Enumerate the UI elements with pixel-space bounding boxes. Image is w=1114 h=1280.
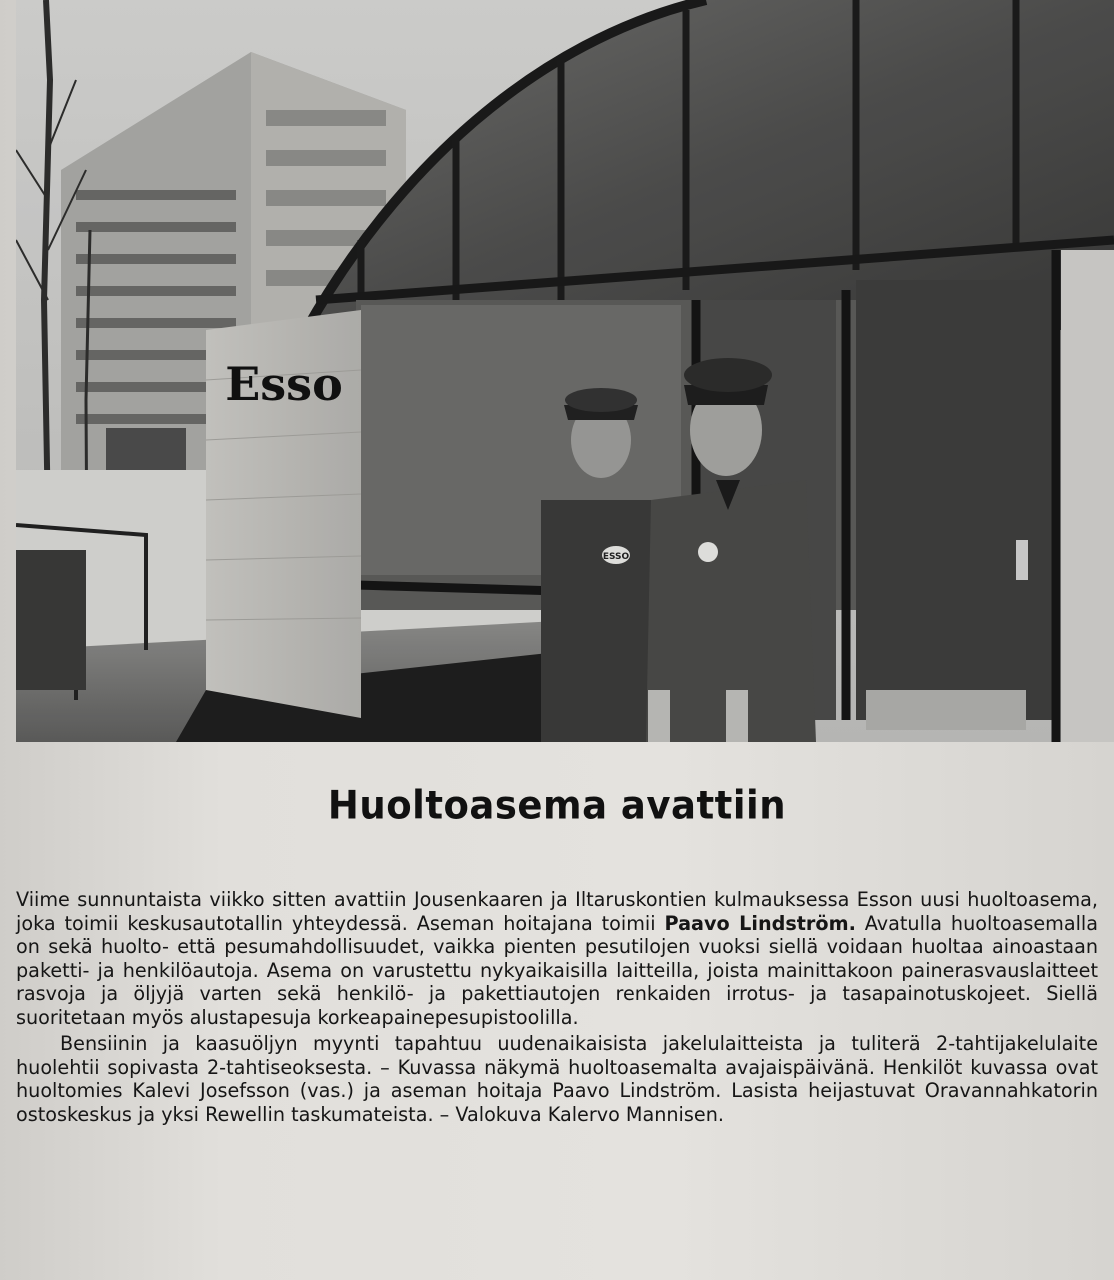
- person-name-bold: Paavo Lindström.: [664, 911, 856, 935]
- station-photo: [16, 0, 1114, 742]
- esso-badge-left: ESSO: [602, 552, 630, 562]
- esso-logo-text: Esso: [225, 357, 343, 411]
- article-body: [16, 888, 1098, 1126]
- article-paragraph-2: Bensiinin ja kaasuöljyn myynti tapahtuu uudenaikaisista jakelulaitteista ja tuliterä 2-tahtijakelulaite huolehtii sopivasta 2-tahtiseoksesta. – Kuvassa näkymä huoltoasemalta avajaispäivänä. Henkilöt kuvassa ovat huoltomies Kalevi Josefsson (vas.) ja aseman hoitaja Paavo Lindström. Lasista heijastuvat Oravannahkatorin ostoskeskus ja yksi Rewellin taskumateista. – Valokuva Kalervo Mannisen.: [16, 1032, 1098, 1126]
- article-headline: Huoltoasema avattiin: [327, 782, 787, 829]
- article-paragraph-1: Viime sunnuntaista viikko sitten avattiin Jousenkaaren ja Iltaruskontien kulmauksessa Esson uusi huoltoasema, joka toimii keskusautotallin yhteydessä. Aseman hoitajana toimii Paavo Lindström. Avatulla huoltoasemalla on sekä huolto- että pesumahdollisuudet, vaikka pienten pesutilojen vuoksi siellä voidaan huoltaa ainoastaan paketti- ja henkilöautoja. Asema on varustettu nykyaikaisilla laitteilla, joista mainittakoon painerasvauslaitteet rasvoja ja öljyjä varten sekä henkilö- ja pakettiautojen renkaiden irrotus- ja tasapainotuskojeet. Siellä suoritetaan myös alustapesuja korkeapainepesupistoolilla.: [16, 888, 1099, 1029]
